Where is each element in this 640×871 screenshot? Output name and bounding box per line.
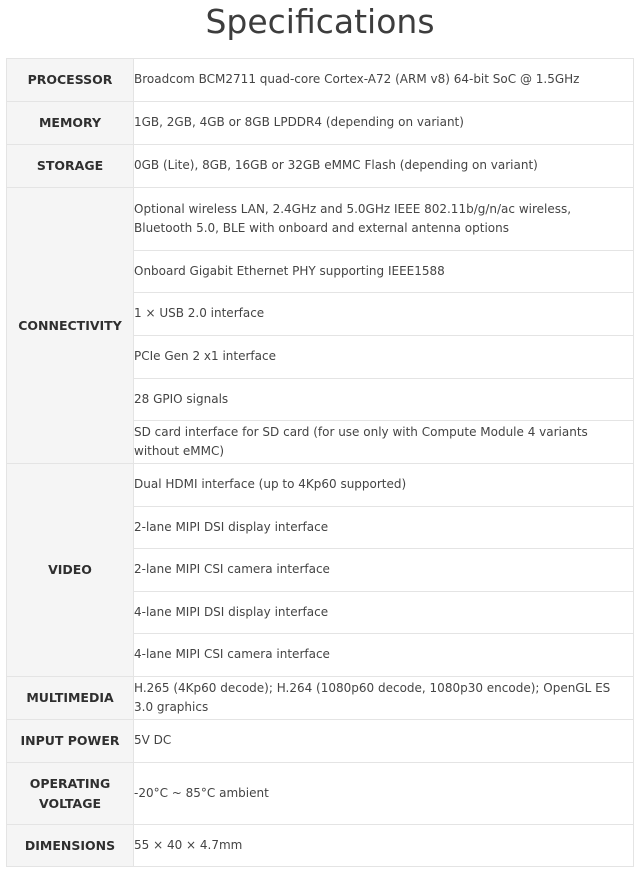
row-label-operating-voltage-line2: VOLTAGE	[38, 795, 101, 811]
row-label-connectivity: CONNECTIVITY	[7, 188, 134, 464]
row-label-operating-voltage	[7, 763, 134, 825]
value-video-hdmi: Dual HDMI interface (up to 4Kp60 supported)	[134, 464, 634, 507]
value-memory: 1GB, 2GB, 4GB or 8GB LPDDR4 (depending on variant)	[134, 102, 634, 145]
value-multimedia: H.265 (4Kp60 decode); H.264 (1080p60 decode, 1080p30 encode); OpenGL ES 3.0 graphics	[134, 677, 634, 720]
value-connectivity-usb: 1 × USB 2.0 interface	[134, 293, 634, 336]
table-row	[7, 677, 634, 720]
specifications-table	[6, 58, 634, 867]
table-row	[7, 188, 634, 251]
row-label-storage: STORAGE	[7, 145, 134, 188]
table-row	[7, 59, 634, 102]
value-connectivity-ethernet: Onboard Gigabit Ethernet PHY supporting IEEE1588	[134, 251, 634, 293]
table-row	[7, 102, 634, 145]
value-video-dsi-4lane: 4-lane MIPI DSI display interface	[134, 592, 634, 634]
value-processor: Broadcom BCM2711 quad-core Cortex-A72 (ARM v8) 64-bit SoC @ 1.5GHz	[134, 59, 634, 102]
value-operating-voltage: -20°C ~ 85°C ambient	[134, 763, 634, 825]
value-video-dsi-2lane: 2-lane MIPI DSI display interface	[134, 507, 634, 549]
value-storage: 0GB (Lite), 8GB, 16GB or 32GB eMMC Flash (depending on variant)	[134, 145, 634, 188]
value-input-power: 5V DC	[134, 720, 634, 763]
row-label-memory: MEMORY	[7, 102, 134, 145]
row-label-video: VIDEO	[7, 464, 134, 677]
table-row	[7, 720, 634, 763]
value-video-csi-2lane: 2-lane MIPI CSI camera interface	[134, 549, 634, 592]
row-label-multimedia: MULTIMEDIA	[7, 677, 134, 720]
row-label-input-power: INPUT POWER	[7, 720, 134, 763]
row-label-dimensions: DIMENSIONS	[7, 825, 134, 867]
row-label-operating-voltage-line1: OPERATING	[29, 775, 111, 791]
value-connectivity-sd-card: SD card interface for SD card (for use only with Compute Module 4 variants without eMMC)	[134, 421, 634, 464]
value-connectivity-wireless: Optional wireless LAN, 2.4GHz and 5.0GHz IEEE 802.11b/g/n/ac wireless, Bluetooth 5.0, BLE with onboard and external antenna options	[134, 188, 634, 251]
page-title: Specifications	[205, 2, 435, 41]
row-label-processor: PROCESSOR	[7, 59, 134, 102]
table-row	[7, 464, 634, 507]
table-row	[7, 825, 634, 867]
table-row	[7, 763, 634, 825]
value-connectivity-pcie: PCIe Gen 2 x1 interface	[134, 336, 634, 379]
value-dimensions: 55 × 40 × 4.7mm	[134, 825, 634, 867]
value-connectivity-gpio: 28 GPIO signals	[134, 379, 634, 421]
value-video-csi-4lane: 4-lane MIPI CSI camera interface	[134, 634, 634, 677]
table-row	[7, 145, 634, 188]
